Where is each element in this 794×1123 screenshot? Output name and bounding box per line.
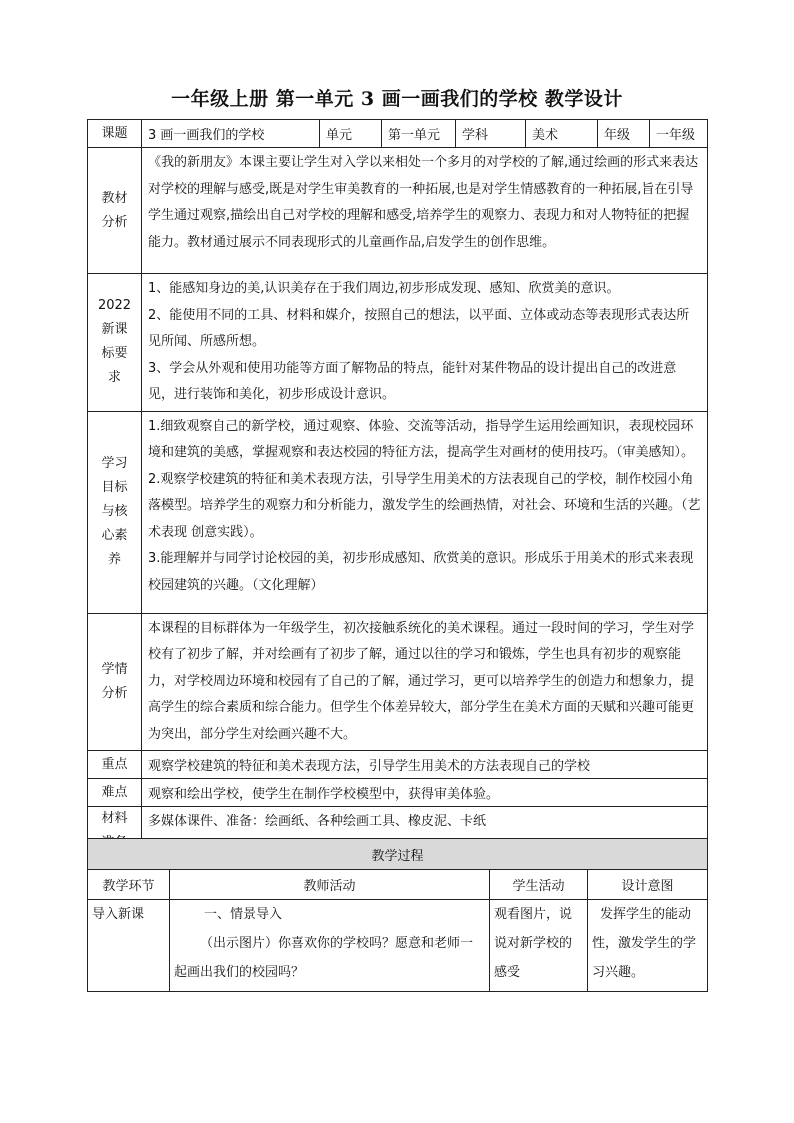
- student-activity-cell: 观看图片，说说对新学校的感受: [490, 900, 588, 992]
- topic-label: 课题: [88, 120, 142, 148]
- learner-analysis-label: 学情 分析: [88, 613, 142, 751]
- teaching-process-table: [87, 838, 708, 992]
- difficulty-label: 难点: [88, 779, 142, 807]
- objectives-label: 学习 目标 与核 心素 养: [88, 411, 142, 613]
- key-point-row: [88, 751, 708, 779]
- difficulty-text: 观察和绘出学校，使学生在制作学校模型中，获得审美体验。: [142, 779, 708, 807]
- difficulty-row: [88, 779, 708, 807]
- materials-text: 多媒体课件、准备：绘画纸、各种绘画工具、橡皮泥、卡纸: [142, 807, 708, 856]
- subject-value: 美术: [526, 120, 598, 148]
- document-title: 一年级上册 第一单元 3 画一画我们的学校 教学设计: [171, 88, 623, 110]
- teacher-activity-text: （出示图片）你喜欢你的学校吗？愿意和老师一起画出我们的校园吗？: [174, 936, 474, 980]
- stage-cell: 导入新课: [88, 900, 170, 992]
- learner-analysis-text: 本课程的目标群体为一年级学生，初次接触系统化的美术课程。通过一段时间的学习，学生对学校有了初步了解，并对绘画有了初步了解，通过以往的学习和锻炼，学生也具有初步的观察能力，对学校周边环境和校园有了自己的了解，通过学习，更可以培养学生的创造力和想象力，提高学生的综合素质和综合能力。但学生个体差异较大，部分学生在美术方面的天赋和兴趣可能更为突出，部分学生对绘画兴趣不大。: [142, 613, 708, 751]
- column-header-teacher: 教师活动: [170, 870, 490, 900]
- teacher-activity-cell: [170, 900, 490, 992]
- standards-row: [88, 274, 708, 412]
- material-analysis-label: 教材 分析: [88, 148, 142, 274]
- process-header: 教学过程: [88, 839, 708, 870]
- unit-label: 单元: [320, 120, 382, 148]
- key-point-text: 观察学校建筑的特征和美术表现方法，引导学生用美术的方法表现自己的学校: [142, 751, 708, 779]
- teacher-activity-heading: 一、情景导入: [204, 907, 283, 922]
- info-row: [88, 120, 708, 148]
- key-point-label: 重点: [88, 751, 142, 779]
- process-header-row: [88, 839, 708, 870]
- grade-value: 一年级: [650, 120, 708, 148]
- objective-item: 1.细致观察自己的新学校，通过观察、体验、交流等活动，指导学生运用绘画知识，表现校园环境和建筑的美感，掌握观察和表达校园的特征方法，提高学生对画材的使用技巧。（审美感知）。: [148, 418, 695, 460]
- standards-text: [142, 274, 708, 412]
- objective-item: 3.能理解并与同学讨论校园的美，初步形成感知、欣赏美的意识。形成乐于用美术的形式来表现校园建筑的兴趣。（文化理解）: [148, 551, 694, 593]
- lesson-info-table: [87, 119, 708, 856]
- objective-item: 2.观察学校建筑的特征和美术表现方法，引导学生用美术的方法表现自己的学校，制作校园小角落模型。培养学生的观察力和分析能力，激发学生的绘画热情，对社会、环境和生活的兴趣。（艺术表现 创意实践）。: [148, 471, 701, 540]
- column-header-stage: 教学环节: [88, 870, 170, 900]
- materials-label: 材料: [88, 807, 142, 856]
- column-header-intent: 设计意图: [588, 870, 708, 900]
- column-header-student: 学生活动: [490, 870, 588, 900]
- learner-analysis-row: [88, 613, 708, 751]
- standards-label: 2022 新课 标要 求: [88, 274, 142, 412]
- table-row: [88, 900, 708, 992]
- material-analysis-row: [88, 148, 708, 274]
- material-analysis-text: 《我的新朋友》本课主要让学生对入学以来相处一个多月的对学校的了解,通过绘画的形式来表达对学校的理解与感受,既是对学生审美教育的一种拓展,也是对学生情感教育的一种拓展,旨在引导学生通过观察,描绘出自己对学校的理解和感受,培养学生的观察力、表现力和对人物特征的把握能力。教材通过展示不同表现形式的儿童画作品,启发学生的创作思维。: [142, 148, 708, 274]
- standard-item: 3、学会从外观和使用功能等方面了解物品的特点，能针对某件物品的设计提出自己的改进意见，进行装饰和美化，初步形成设计意识。: [148, 360, 677, 402]
- standard-item: 1、能感知身边的美,认识美存在于我们周边,初步形成发现、感知、欣赏美的意识。: [148, 281, 620, 296]
- grade-label: 年级: [598, 120, 650, 148]
- standard-item: 2、能使用不同的工具、材料和媒介，按照自己的想法，以平面、立体或动态等表现形式表达所见所闻、所感所想。: [148, 307, 690, 349]
- objectives-row: [88, 411, 708, 613]
- design-intent-cell: 发挥学生的能动性，激发学生的学习兴趣。: [588, 900, 708, 992]
- unit-value: 第一单元: [382, 120, 456, 148]
- subject-label: 学科: [456, 120, 526, 148]
- topic-value: 3 画一画我们的学校: [142, 120, 320, 148]
- objectives-text: [142, 411, 708, 613]
- process-columns-row: [88, 870, 708, 900]
